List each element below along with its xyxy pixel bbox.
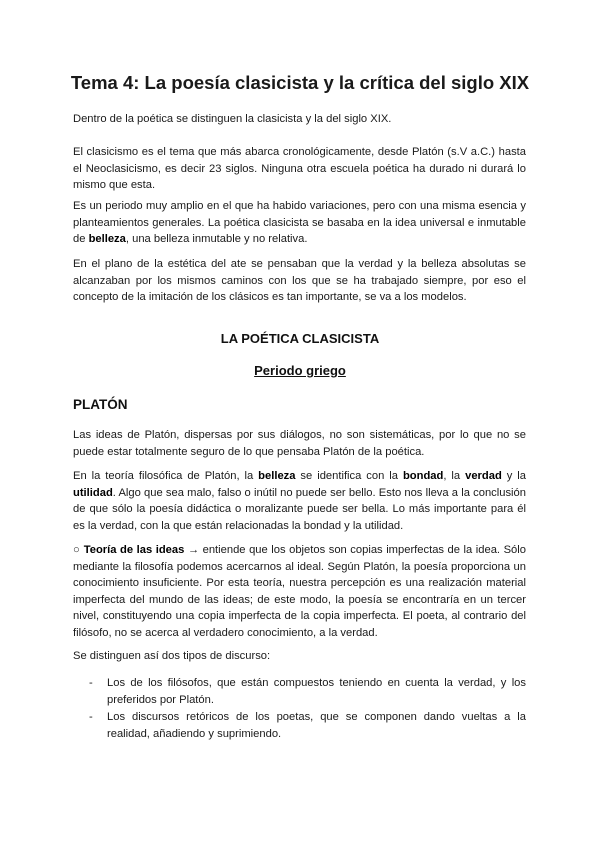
list-item — [73, 709, 526, 742]
list-item-text: Los discursos retóricos de los poetas, que se componen dando vueltas a la realidad, añadiendo y suprimiendo. — [107, 711, 526, 740]
paragraph-periodo-text-b: , una belleza inmutable y no relativa. — [125, 233, 308, 246]
paragraph-periodo-text-a: Es un periodo muy amplio en el que ha habido variaciones, pero con una misma esencia y planteamientos generales. La poética clasicista se basaba en la idea universal e inmutable de — [73, 200, 526, 246]
text-run: se identifica con la — [295, 470, 403, 482]
discourse-list — [73, 675, 526, 743]
intro-paragraph-2: El clasicismo es el tema que más abarca cronológicamente, desde Platón (s.V a.C.) hasta el Neoclasicismo, es decir 23 siglos. Ninguna otra escuela poética ha durado ni durará lo mismo que esta. — [73, 146, 526, 192]
intro-paragraph-1: Dentro de la poética se distinguen la clasicista y la del siglo XIX. — [73, 113, 392, 125]
section-title: LA POÉTICA CLASICISTA — [220, 331, 380, 346]
paragraph-ideas-platon: Las ideas de Platón, dispersas por sus diálogos, no son sistemáticas, por lo que no se puede estar totalmente seguro de lo que pensaba Platón de la poética. — [73, 429, 526, 458]
paragraph-teoria-ideas — [73, 542, 526, 642]
subsection-title: Periodo griego — [254, 363, 346, 378]
bold-belleza: belleza — [88, 233, 126, 246]
author-heading: PLATÓN — [73, 397, 128, 412]
paragraph-teoria-filosofica — [73, 468, 526, 534]
paragraph-periodo — [73, 198, 526, 248]
bold-belleza-2: belleza — [258, 470, 296, 482]
text-run: y la — [501, 470, 526, 482]
text-run: , la — [443, 470, 466, 482]
bold-utilidad: utilidad — [73, 486, 113, 499]
page-title: Tema 4: La poesía clasicista y la crítica del siglo XIX — [70, 72, 530, 93]
paragraph-tipos-discurso: Se distinguen así dos tipos de discurso: — [73, 650, 271, 662]
bold-teoria-ideas: Teoría de las ideas — [83, 544, 185, 556]
bold-verdad: verdad — [465, 470, 502, 482]
paragraph-teoria-ideas-text: → entiende que los objetos son copias imperfectas de la idea. Sólo mediante la filosofía podemos acercarnos al ideal. Según Platón, la poesía proporciona un conocimiento insuficiente. Por esta teoría, nuestra percepción es una realización material imperfecta del mundo de las ideas; de este modo, la poesía se encontraría en un tercer nivel, constituyendo una copia imperfecta de la copia imperfecta. El poeta, al contrario del filósofo, no se acerca al verdadero conocimiento, a la verdad. — [73, 544, 526, 639]
bullet-circle: ○ — [73, 544, 84, 556]
list-dash: - — [89, 677, 93, 689]
text-run: . Algo que sea malo, falso o inútil no puede ser bello. Esto nos lleva a la conclusión de que sólo la poesía didáctica o moralizante puede ser bella. Lo más importante para él es la verdad, con la que están relacionadas la bondad y la utilidad. — [73, 486, 526, 532]
paragraph-estetica: En el plano de la estética del ate se pensaban que la verdad y la belleza absolutas se alcanzaban por los mismos caminos con los que se ha trabajado siempre, por eso el concepto de la imitación de los clásicos es tan importante, se va a los modelos. — [73, 258, 526, 304]
list-item-text: Los de los filósofos, que están compuestos teniendo en cuenta la verdad, y los preferidos por Platón. — [107, 677, 526, 706]
bold-bondad: bondad — [402, 470, 444, 482]
text-run: En la teoría filosófica de Platón, la — [73, 470, 259, 482]
list-item — [73, 675, 526, 708]
list-dash: - — [89, 711, 93, 724]
